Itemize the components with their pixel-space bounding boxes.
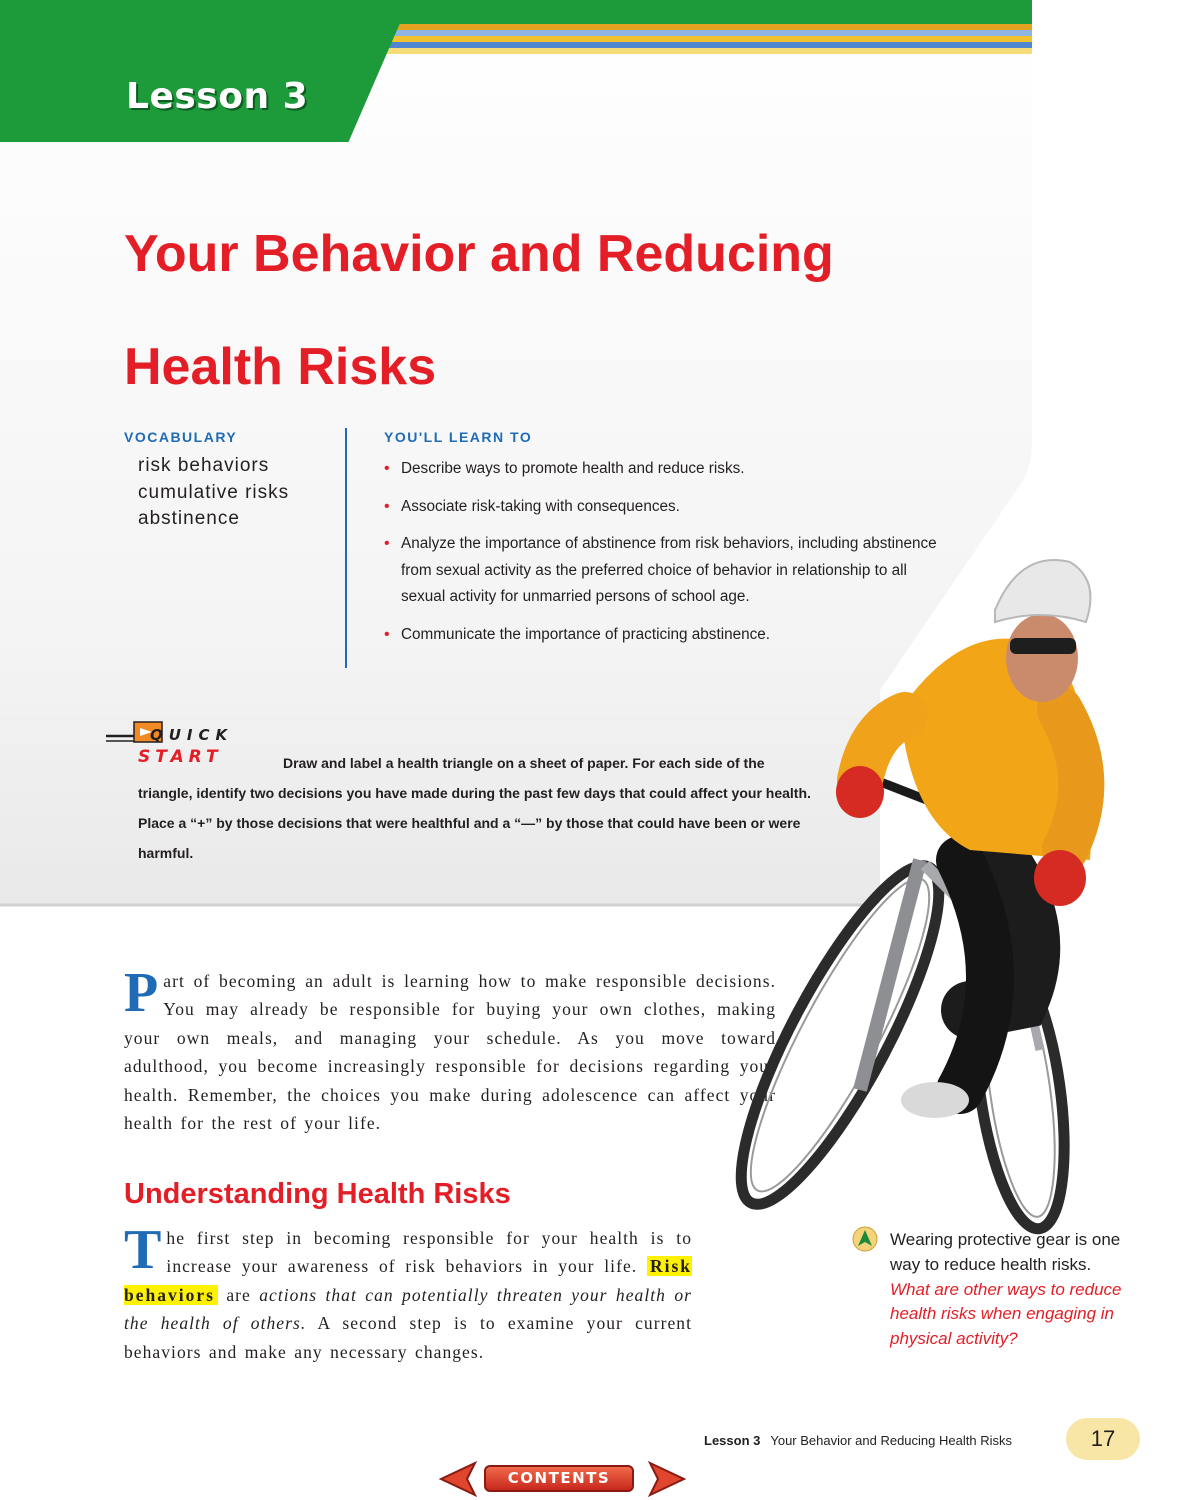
objective-item: • Analyze the importance of abstinence from risk behaviors, including abstinence from sexual activity as the preferred choice of behavior in relationship to all sexual activity for unmarried persons of school age. <box>384 531 944 611</box>
risk-text-are: are <box>226 1284 251 1305</box>
objectives-label: YOU'LL LEARN TO <box>384 429 533 445</box>
vocabulary-term: risk behaviors <box>138 455 270 476</box>
intro-paragraph <box>124 962 776 1137</box>
objective-item: • Describe ways to promote health and reduce risks. <box>384 456 944 483</box>
caption-statement: Wearing protective gear is one way to reduce health risks. <box>890 1230 1121 1274</box>
next-page-icon[interactable] <box>648 1461 688 1497</box>
lesson-tab <box>0 0 410 142</box>
risk-text-before: he first step in becoming responsible for your health is to increase your awareness of risk behaviors in your life. <box>166 1228 692 1277</box>
vocabulary-term: cumulative risks <box>138 481 290 503</box>
risk-text-after: A second step is to examine your current behaviors and make any necessary changes. <box>124 1313 692 1362</box>
vocabulary-term: abstinence <box>138 508 240 529</box>
lesson-label: Lesson 3 <box>126 76 309 117</box>
term-definition: actions that can potentially threaten your health or the health of others. <box>124 1284 692 1334</box>
caption-question: What are other ways to reduce health risks when engaging in physical activity? <box>890 1279 1122 1349</box>
column-divider <box>345 428 347 668</box>
footer-title: Your Behavior and Reducing Health Risks <box>770 1433 1012 1448</box>
highlighted-term[interactable]: Risk behaviors <box>124 1256 692 1305</box>
drop-cap: T <box>124 1219 163 1281</box>
intro-text: art of becoming an adult is learning how to make responsible decisions. You may already be responsible for buying your own clothes, making your own meals, and managing your schedule. As you move toward adulthood, you become increasingly responsible for decisions regarding your health. Remember, the choices you make during adolescence can affect your health for the rest of your life. <box>124 971 776 1134</box>
contents-button[interactable]: CONTENTS <box>484 1465 634 1492</box>
caption-pointer-icon <box>852 1226 878 1252</box>
footer-lesson: Lesson 3 <box>704 1433 761 1448</box>
header-stripes <box>370 24 1032 54</box>
objective-item: • Associate risk-taking with consequences. <box>384 494 944 521</box>
page-number: 17 <box>1066 1418 1140 1460</box>
vocabulary-label: VOCABULARY <box>124 429 238 445</box>
objective-item: • Communicate the importance of practicing abstinence. <box>384 622 944 649</box>
quick-start-text: Draw and label a health triangle on a sheet of paper. For each side of the triangle, identify two decisions you have made during the past few days that could affect your health. Place a “+” by those decisions that were healthful and a “—” by those that could have been or were harmful. <box>138 755 811 861</box>
page-title: Your Behavior and Reducing Health Risks <box>124 225 834 396</box>
photo-caption <box>890 1228 1130 1352</box>
previous-page-icon[interactable] <box>437 1461 477 1497</box>
risk-paragraph <box>124 1219 692 1366</box>
drop-cap: P <box>124 962 160 1024</box>
quick-start-logo-quick: QUICK <box>150 726 234 744</box>
vocabulary-list <box>138 453 289 533</box>
cyclist-photo <box>720 530 1200 1250</box>
section-heading: Understanding Health Risks <box>124 1178 511 1210</box>
footer-running-head <box>704 1433 1012 1448</box>
quick-start-logo-start: START <box>138 747 223 767</box>
